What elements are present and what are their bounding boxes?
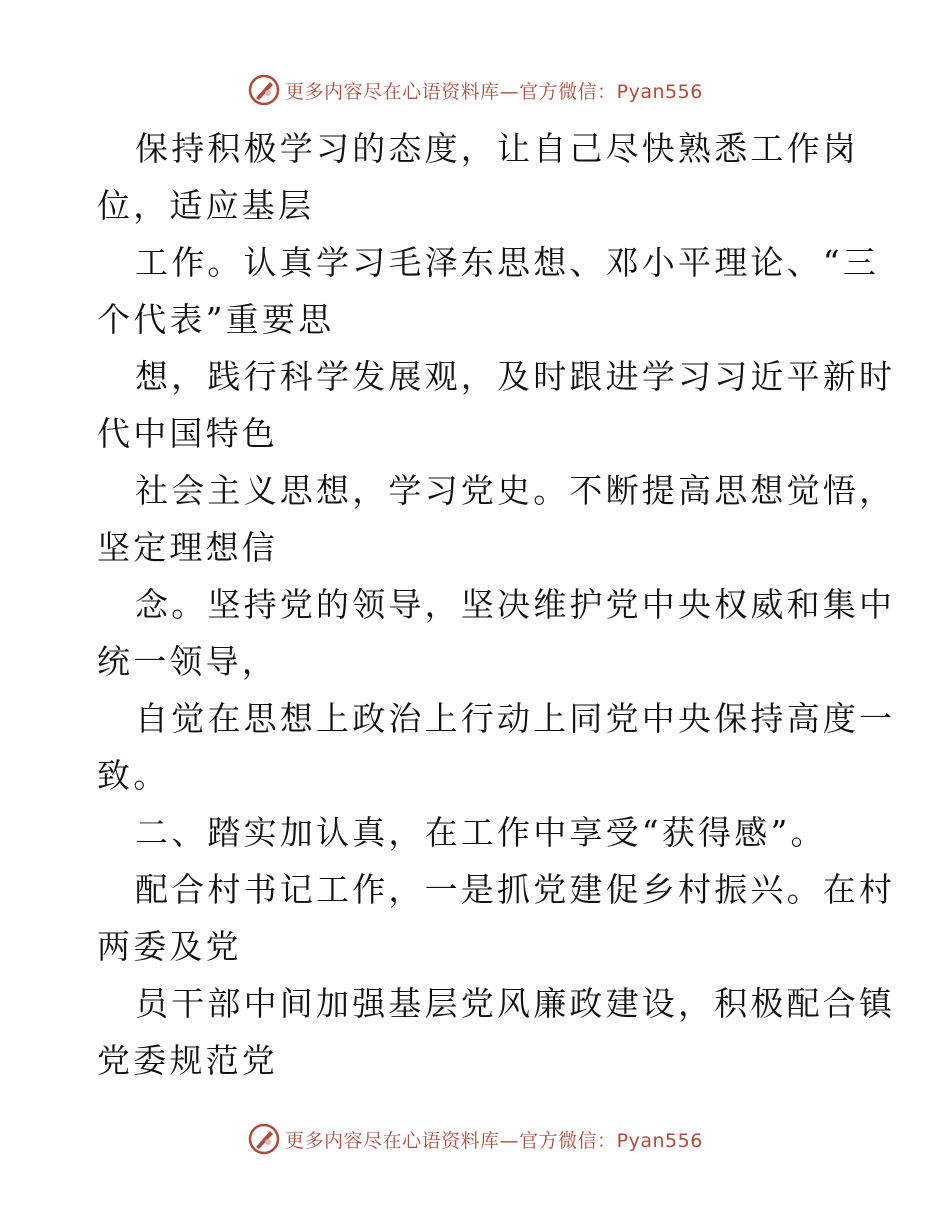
paragraph-line: 两委及党 xyxy=(97,927,242,966)
paragraph-line: 自觉在思想上政治上行动上同党中央保持高度一 xyxy=(135,699,896,738)
paragraph-line: 党委规范党 xyxy=(97,1041,278,1080)
document-body xyxy=(97,120,896,1089)
paragraph-line: 位，适应基层 xyxy=(97,186,315,225)
paragraph-line: 统一领导， xyxy=(97,642,278,681)
paragraph-line: 个代表”重要思 xyxy=(97,300,335,339)
paragraph-line: 保持积极学习的态度，让自己尽快熟悉工作岗 xyxy=(135,129,859,168)
paragraph-line: 工作。认真学习毛泽东思想、邓小平理论、“三 xyxy=(135,243,880,282)
paragraph-line: 念。坚持党的领导，坚决维护党中央权威和集中 xyxy=(135,585,896,624)
header-watermark xyxy=(0,70,950,110)
section-heading: 二、踏实加认真，在工作中享受“获得感”。 xyxy=(135,813,827,852)
quill-logo-icon xyxy=(247,1122,281,1156)
paragraph-line: 代中国特色 xyxy=(97,414,278,453)
quill-logo-icon xyxy=(247,73,281,107)
paragraph-line: 坚定理想信 xyxy=(97,528,278,567)
footer-watermark xyxy=(0,1119,950,1159)
watermark-text: 更多内容尽在心语资料库—官方微信：Pyan556 xyxy=(285,80,703,103)
watermark-text: 更多内容尽在心语资料库—官方微信：Pyan556 xyxy=(285,1129,703,1152)
paragraph-line: 致。 xyxy=(97,756,170,795)
paragraph-line: 员干部中间加强基层党风廉政建设，积极配合镇 xyxy=(135,984,896,1023)
paragraph-line: 想，践行科学发展观，及时跟进学习习近平新时 xyxy=(135,357,896,396)
paragraph-line: 社会主义思想，学习党史。不断提高思想觉悟， xyxy=(135,471,896,510)
paragraph-line: 配合村书记工作，一是抓党建促乡村振兴。在村 xyxy=(135,870,896,909)
